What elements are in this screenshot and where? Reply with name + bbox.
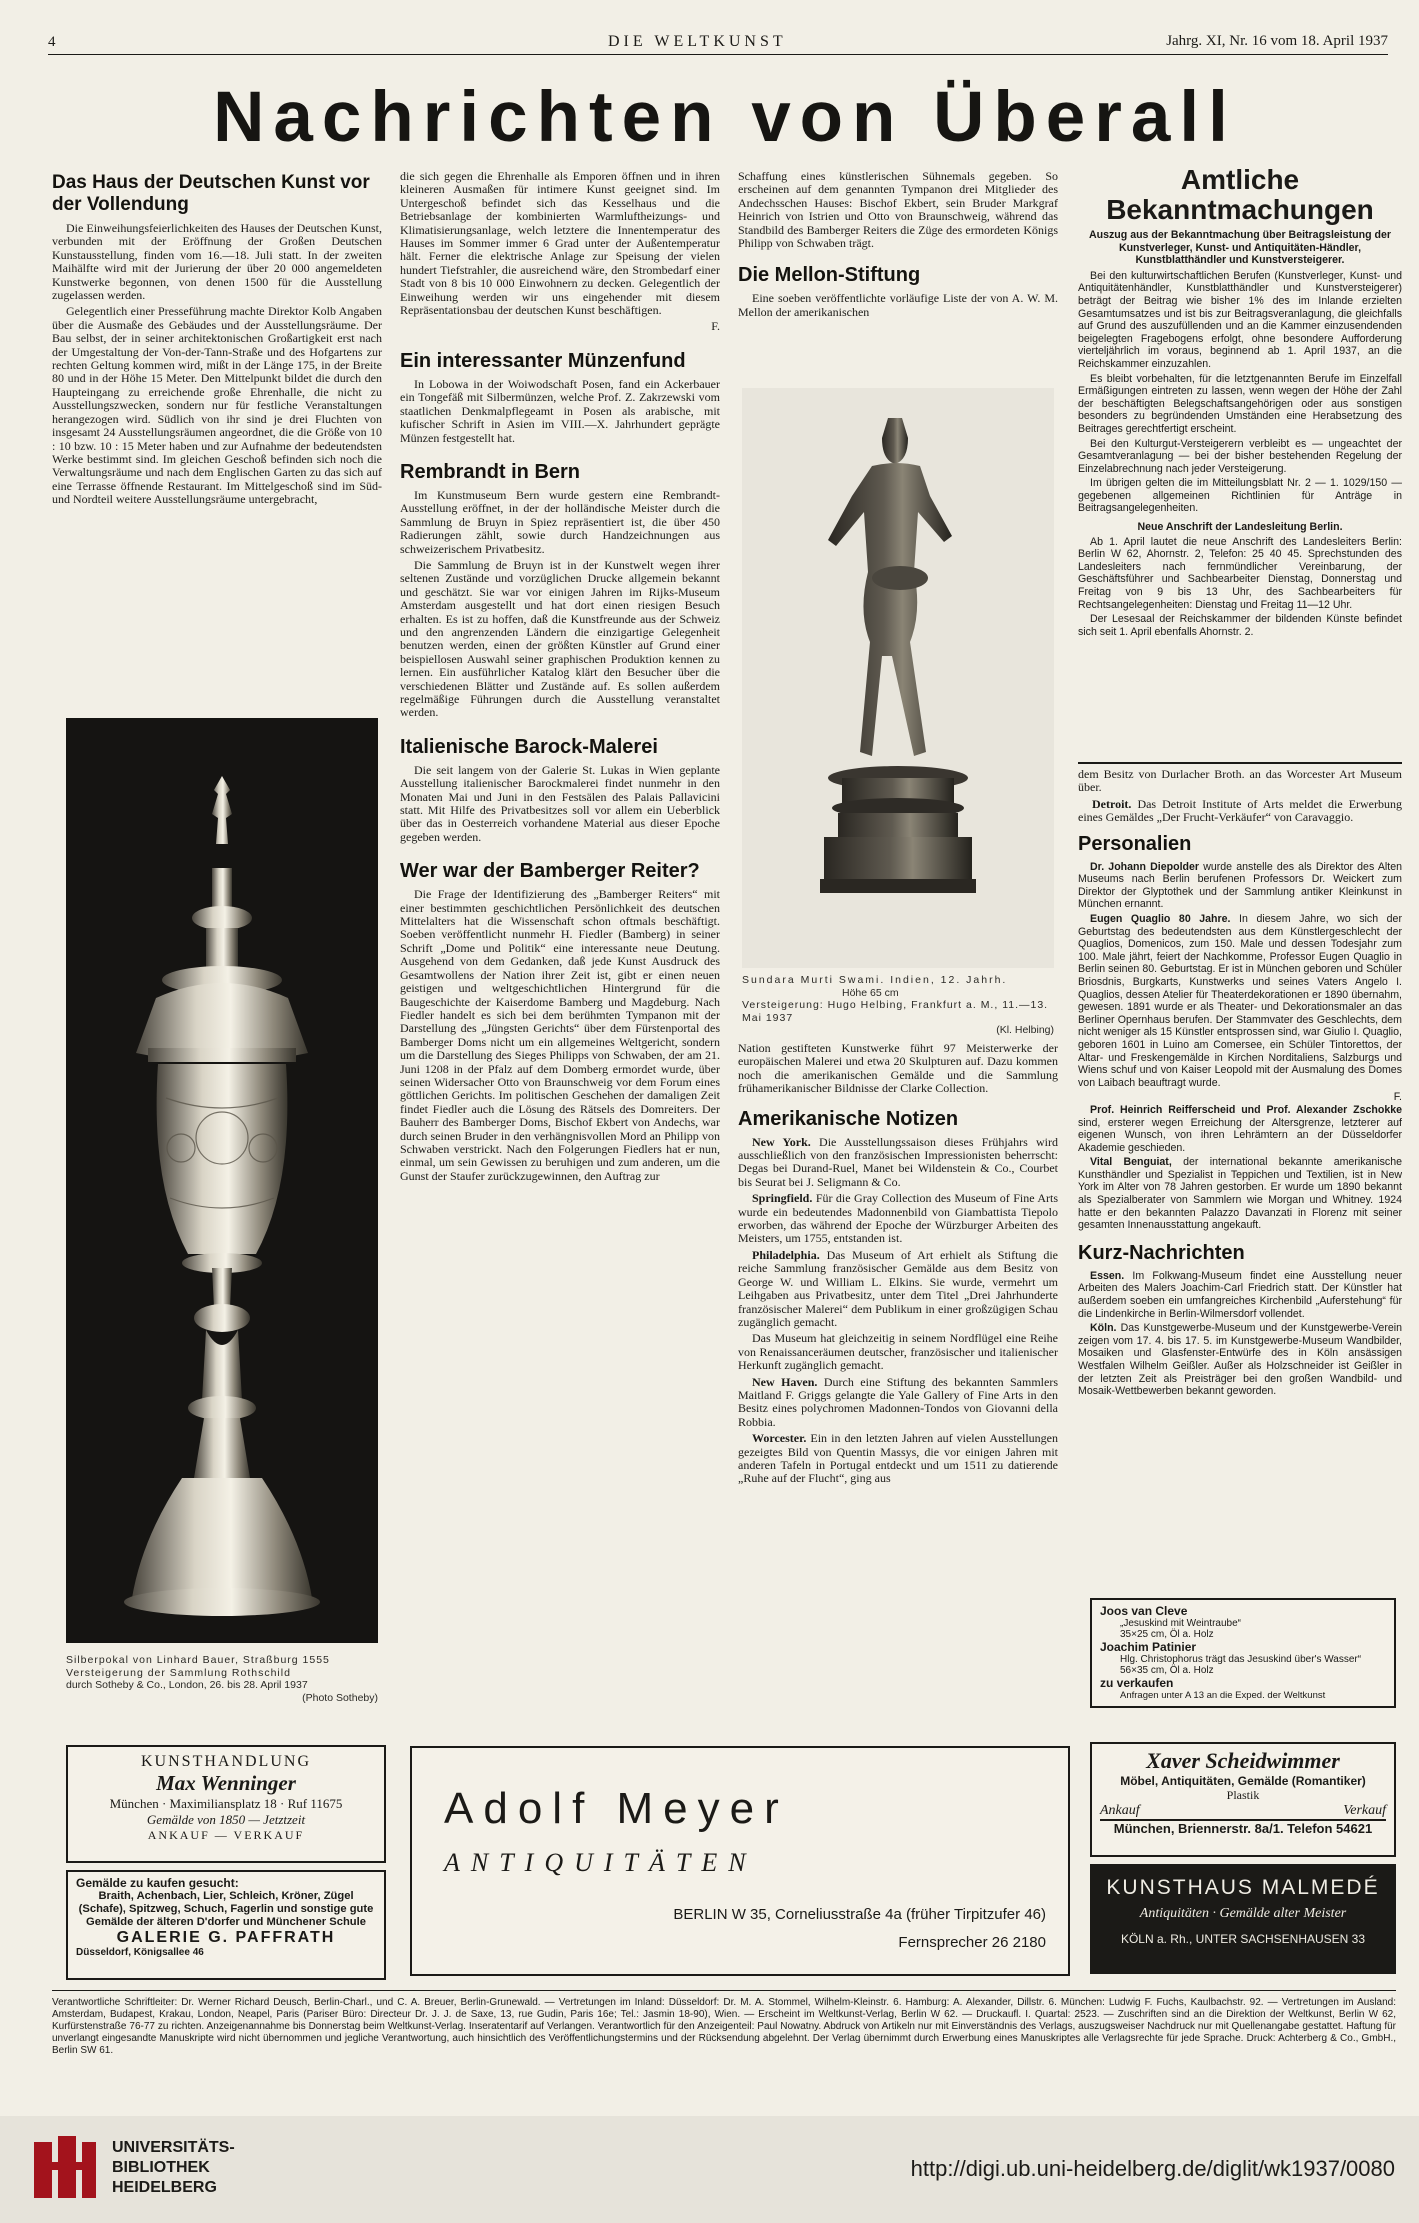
classified-ad-box: Joos van Cleve „Jesuskind mit Weintraube“ 35×25 cm, Öl a. Holz Joachim Patinier Hlg. Christophorus trägt das Jesuskind über's Wasser“ 56×35 cm, Öl a. Holz zu verkaufen Anfragen unter A 13 an die Exped. der Weltkunst xyxy=(1090,1598,1396,1708)
article-paragraph: Gelegentlich einer Presseführung machte Direktor Kolb Angaben über die Ausmaße des Gebäudes und der Ausstellungsräume. Der Bau selbst, der in seiner architektonischen Großartigkeit erst nach der Umgestaltung der Von-der-Tann-Straße und des Hofgartens zur rechten Geltung kommen wird, mißt in der Länge 175, in der Breite 80 und in der Höhe 15 Meter. Den Mittelpunkt bildet die durch den Haupteingang zu erreichende große Ehrenhalle, die nicht zu Ausstellungszwecken, sondern nur für festliche Veranstaltungen herangezogen wird. Südlich von ihr sind je drei Fluchten von insgesamt 24 Ausstellungsräumen angeordnet, die die Größe von 10 : 10 bzw. 10 : 15 Meter haben und zur Aufnahme der bedeutendsten Werke bestimmt sind. Im gleichen Geschoß befinden sich noch die Verwaltungsräume und nach dem Englischen Garten zu das sich auf eine Terrasse öffnende Restaurant. Im Mittelgeschoß sind im Süd- und Nordteil weitere Ausstellungsräume untergebracht, xyxy=(52,304,382,507)
column-3 xyxy=(738,170,1058,395)
article-heading: Kurz-Nachrichten xyxy=(1078,1241,1245,1264)
official-heading: Amtliche Bekanntmachungen xyxy=(1106,165,1374,225)
article-paragraph: Philadelphia. Das Museum of Art erhielt als Stiftung die reiche Sammlung französischer Gemälde aus dem Besitz von George W. und William L. Elkins. Sie wurde, vermehrt um Leihgaben aus Privatbesitz, unter dem Titel „Drei Jahrhunderte französischer Malerei“ dem Publikum in einer großzügigen Schau zugänglich gemacht. xyxy=(738,1247,1058,1329)
goblet-caption: Silberpokal von Linhard Bauer, Straßburg 1555 Versteigerung der Sammlung Rothschild durch Sotheby & Co., London, 26. bis 28. April 1937 (Photo Sotheby) xyxy=(66,1654,378,1704)
personal-paragraph: Vital Benguiat, der international bekannte amerikanische Kunsthändler und Spezialist in Teppichen und Textilien, ist in New York im Alter von 78 Jahren gestorben. Er wurde um 1890 bekannt als Spezialberater von Sammlern wie Morgan und Whitney. 1924 hatte er den bekannten Palazzo Davanzati in Florenz mit seiner gesamten Innenausstattung angekauft. xyxy=(1078,1156,1402,1232)
article-paragraph: Nation gestifteten Kunstwerke führt 97 Meisterwerke der europäischen Malerei und etwa 20 Skulpturen auf. Dazu kommen noch die amerikanischen Gemälde und die Sammlung frühamerikanischer Bildnisse der Clarke Collection. xyxy=(738,1042,1058,1096)
ad-malmede: KUNSTHAUS MALMEDÉ Antiquitäten · Gemälde alter Meister KÖLN a. Rh., UNTER SACHSENHAUSEN 33 xyxy=(1090,1864,1396,1974)
running-header xyxy=(48,30,1388,55)
column-3-lower xyxy=(738,1042,1058,1735)
signature: F. xyxy=(1393,1091,1402,1104)
article-heading: Amerikanische Notizen xyxy=(738,1107,959,1130)
article-paragraph: Die Frage der Identifizierung des „Bamberger Reiters“ mit einer bestimmten geschichtlichen Persönlichkeit des deutschen Mittelalters hat die Wissenschaft schon oftmals beschäftigt. Soeben veröffentlicht nunmehr H. Fiedler (Bamberg) in seiner Schrift „Dome und Politik“ eine interessante neue Deutung. Ausgehend von dem Gedanken, daß jede Kunst Ausdruck des Gesamtwollens der Nation ihrer Zeit ist, gibt er einen neuen geistigen und weltgeschichtlichen Hintergrund für die Baugeschichte der Kaiserdome Bamberg und Magdeburg. Nach Fiedler handelt es sich bei dem berühmten Tympanon mit der Darstellung des „Jüngsten Gerichts“ über dem Fürstenportal des Bamberger Doms nicht um ein allgemeines Weltgericht, sondern um die Darstellung des Sieges Philipps von Schwaben, der am 21. Juni 1208 in der Pfalz auf dem Domberg ermordet wurde, über seinen Widersacher Otto von Braunschweig vor dem Forum eines göttlichen Gerichts. Im politischen Geschehen der damaligen Zeit findet Fiedler auch die Lösung des Rätsels des Domreiters. Der Bauherr des Bamberger Doms, Bischof Ekbert von Andechs, war durch seinen Bruder in den verhängnisvollen Mord an Philipp von Schwaben verstrickt. Nach den Folgerungen Fiedlers hat er nun, einmal, um sein Gewissen zu beruhigen und zum anderen, um die Gunst der Staufer zurückzugewinnen, den Auftrag zur xyxy=(400,887,720,1183)
article-paragraph: Die Sammlung de Bruyn ist in der Kunstwelt wegen ihrer seltenen Zustände und vorzüglichen Drucke allgemein bekannt und geschätzt. Sie war vor einigen Jahren im Rijks-Museum Amsterdam ausgestellt und hat dort einen riesigen Besuch erhalten. Es ist zu hoffen, daß die Kunstfreunde aus der Schweiz und den angrenzenden Ländern die einzigartige Gelegenheit benutzen werden, einen der größten Künstler auf Grund einer beispiellosen Auswahl seiner graphischen Produktion kennen zu lernen. Ein ausführlicher Katalog klärt den Besucher über die verschiedenen Blätter und Zustände auf. Es sollen außerdem regelmäßige Führungen durch die Ausstellung veranstaltet werden. xyxy=(400,557,720,720)
heidelberg-logo xyxy=(30,2132,100,2206)
personal-paragraph: Prof. Heinrich Reifferscheid und Prof. Alexander Zschokke sind, ersterer wegen Erreichung der Altersgrenze, letzterer auf eigenen Wunsch, von ihren Lehrämtern an der Düsseldorfer Akademie geschieden. xyxy=(1078,1103,1402,1154)
article-paragraph: die sich gegen die Ehrenhalle als Emporen öffnen und in ihren kleineren Ausmaßen für intimere Kunst geeignet sind. Im Untergeschoß befindet sich das Kesselhaus und die Betriebsanlage der kombinierten Warmluftheizungs- und Klimatisierungsanlage, welch letztere die Innentemperatur des Hauses im Sommer immer 6 Grad unter der Außentemperatur hält. Ferner die elektrische Anlage zur Speisung der vielen hundert Tiefstrahler, die ausreichend wäre, den Strombedarf einer Stadt von 8 bis 10 000 Einwohnern zu decken. Gelegentlich der Einweihung werden wir uns eingehender mit diesem Repräsentationsbau der deutschen Kunst beschäftigen. xyxy=(400,170,720,318)
article-heading: Die Mellon-Stiftung xyxy=(738,264,921,287)
column-1 xyxy=(52,170,382,715)
article-paragraph: Worcester. Ein in den letzten Jahren auf vielen Ausstellungen gezeigtes Bild von Quentin Massys, die vor einigen Jahren mit anderen Tafeln in Portugal entdeckt und um 1511 zu datierende „Ruhe auf der Flucht“, ging aus xyxy=(738,1431,1058,1486)
issue-info: Jahrg. XI, Nr. 16 vom 18. April 1937 xyxy=(1166,33,1388,49)
page-number: 4 xyxy=(48,34,56,50)
article-heading: Italienische Barock-Malerei xyxy=(400,735,658,758)
official-paragraph: Der Lesesaal der Reichskammer der bildenden Künste befindet sich seit 1. April ebenfalls Ahornstr. 2. xyxy=(1078,613,1402,638)
article-paragraph: New York. Die Ausstellungssaison dieses Frühjahrs wird ausschließlich von den französischen Impressionisten beherrscht: Degas bei Durand-Ruel, Manet bei Wildenstein & Co., Courbet bis Seurat bei J. Seligmann & Co. xyxy=(738,1134,1058,1189)
official-paragraph: Im übrigen gelten die im Mitteilungsblatt Nr. 2 — 1. 1029/150 — gegebenen allgemeinen Richtlinien für Anträge in Beitragsangelegenheiten. xyxy=(1078,477,1402,515)
masthead: DIE WELTKUNST xyxy=(608,33,787,50)
library-name: UNIVERSITÄTS- BIBLIOTHEK HEIDELBERG xyxy=(112,2139,235,2196)
official-paragraph: Bei den kulturwirtschaftlichen Berufen (Kunstverleger, Kunst- und Antiquitätenhändler, Kunstblatthändler und Kunstversteigerer) beträgt der Beitrag wie bisher 1% des im Inlande erzielten Gesamtumsatzes und ist bis zur Beitragsveranlagung, die gleichfalls auf Grund des auszufüllenden und an die Kammer einzusendenden beigelegten Fragebogens erfolgt, ohne besondere Aufforderung vierteljährlich im voraus, beginnend ab 1. April 1937, an die Reichskammer einzuzahlen. xyxy=(1078,269,1402,370)
personal-paragraph: Eugen Quaglio 80 Jahre. In diesem Jahre, wo sich der Geburtstag des bedeutendsten aus dem Künstlergeschlecht der Quaglios, Domenicos, zum 150. Male und dessen Todesjahr zum 100. Male jährt, feiert der Nachkomme, Professor Eugen Quaglio in Berlin seinen 80. Geburtstag. Er ist in München geboren und Schüler Briosdnis, Burgkarts, Kunstwerks und seines Vaters Angelo I. Quaglios, dessen Atelier für Theaterdekorationen er 1890 übernahm, gewesen. 1891 wurde er als Theater- und Dekorationsmaler an das Berliner Opernhaus berufen. Der Stammvater des Geschlechts, dem nicht weniger als 15 Künstler entsprossen sind, war Giulio I. Quaglio, geboren 1601 in Luino am Comersee, ein Schüler Tintorettos, der Altar- und Freskengemälde in Kirchen Norditaliens, Salzburgs und Wiens schuf und von Kaiser Leopold mit der Ausmalung des Domes von Laibach beauftragt wurde. xyxy=(1078,913,1402,1089)
official-paragraph: Bei den Kulturgut-Versteigerern verbleibt es — ungeachtet der Gesamtveranlagung — bei der bisher bestehenden Regelung der Einzelabrechnung nach jeder Versteigerung. xyxy=(1078,437,1402,475)
news-paragraph: Köln. Das Kunstgewerbe-Museum und der Kunstgewerbe-Verein zeigen vom 17. 4. bis 17. 5. im Kunstgewerbe-Museum Wandbilder, Mosaiken und Glasfenster-Entwürfe des in Köln ansässigen Westfalen Wilhelm Geißler. Außer als Holzschneider ist Geißler in der letzten Zeit als Preisträger bei den großen Wandbild- und Mosaik-Wettbewerben bekannt geworden. xyxy=(1078,1322,1402,1398)
article-heading: Personalien xyxy=(1078,832,1192,855)
article-paragraph: dem Besitz von Durlacher Broth. an das Worcester Art Museum über. xyxy=(1078,768,1402,795)
article-paragraph: In Lobowa in der Woiwodschaft Posen, fand ein Ackerbauer ein Tongefäß mit Silbermünzen, welche Prof. Z. Zakrzewski vom staatlichen Denkmalpflegeamt in Posen als arabische, mit kufischer Schrift in Asien im VIII.—X. Jahrhundert geprägte Münzen festgestellt hat. xyxy=(400,376,720,445)
article-heading: Ein interessanter Münzenfund xyxy=(400,349,686,372)
article-paragraph: Springfield. Für die Gray Collection des Museum of Fine Arts wurde ein bedeutendes Madonnenbild von Giambattista Tiepolo erworben, das während der Epoche der Würzburger Arbeiten des Meisters, um 1755, entstanden ist. xyxy=(738,1191,1058,1246)
news-paragraph: Essen. Im Folkwang-Museum findet eine Ausstellung neuer Arbeiten des Malers Joachim-Carl Friedrich statt. Der Künstler hat außerdem soeben ein umfangreiches Kirchenbild „Auferstehung“ für die Lindenkirche in Berlin-Wilmersdorf vollendet. xyxy=(1078,1269,1402,1320)
official-subheading: Auszug aus der Bekanntmachung über Beitragsleistung der Kunstverleger, Kunst- und Antiquitäten-Händler, Kunstblatthändler und Kunstversteigerer. xyxy=(1089,229,1391,267)
article-paragraph: Schaffung eines künstlerischen Sühnemals gegeben. So erscheinen auf dem genannten Tympanon drei Mitglieder des Andechsschen Hauses: Bischof Ekbert, sein Bruder Markgraf Heinrich von Istrien und Otto von Braunschweig, während das Standbild des Bamberger Reiters die Züge des ermordeten Königs Philipp von Schwaben trägt. xyxy=(738,170,1058,251)
signature: F. xyxy=(711,319,720,334)
personal-paragraph: Dr. Johann Diepolder wurde anstelle des als Direktor des Alten Museums nach Berlin berufenen Professors Dr. Weickert zum Direktor der Glyptothek und der Sammlung antiker Kleinkunst in München ernannt. xyxy=(1078,860,1402,911)
article-paragraph: Die seit langem von der Galerie St. Lukas in Wien geplante Ausstellung italienischer Barockmalerei findet nunmehr in den Monaten Mai und Juni in den Festsälen des Palais Pallavicini statt. Mit Hilfe des Privatbesitzes soll vor allem ein Ueberblick über das in Oesterreich vorhandene Material aus dieser Epoche gegeben werden. xyxy=(400,762,720,844)
column-divider xyxy=(1078,762,1402,764)
article-paragraph: Das Museum hat gleichzeitig in seinem Nordflügel eine Reihe von Renaissanceräumen deutscher, französischer und italienischer Herkunft zugänglich gemacht. xyxy=(738,1331,1058,1373)
article-paragraph: Im Kunstmuseum Bern wurde gestern eine Rembrandt-Ausstellung eröffnet, in der der holländische Meister durch die Sammlung de Bruyn in Spiez repräsentiert ist, die über 450 Radierungen zählt, sowie durch Handzeichnungen aus schweizerischem Privatbesitz. xyxy=(400,487,720,556)
ad-adolf-meyer: Adolf Meyer ANTIQUITÄTEN BERLIN W 35, Corneliusstraße 4a (früher Tirpitzufer 46) Fernsprecher 26 2180 xyxy=(410,1746,1070,1976)
article-heading: Das Haus der Deutschen Kunst vor der Vollendung xyxy=(52,172,370,215)
ad-artist-name: Joos van Cleve xyxy=(1100,1604,1188,1618)
goblet-photo xyxy=(66,718,378,1643)
library-bar xyxy=(0,2116,1419,2223)
imprint-footer: Verantwortliche Schriftleiter: Dr. Werner Richard Deusch, Berlin-Charl., und C. A. Breuer, Berlin-Grunewald. — Vertretungen im Inland: Düsseldorf: Dr. M. A. Stommel, Wilhelm-Kleinstr. 6. Hamburg: A. Alexander, Dillstr. 6. München: Ludwig F. Fuchs, Kaulbachstr. 92. — Vertretungen im Ausland: Amsterdam, Budapest, Krakau, London, Neapel, Paris (Pariser Büro: Directeur Dr. J. J. de Saxe, 13, rue Gudin, Paris 16e; Tel.: Jasmin 18-90), Wien. — Erscheint im Weltkunst-Verlag, Berlin W 62. — Druckaufl. I. Quartal: 2523. — Zuschriften sind an die Direktion der Weltkunst, Berlin W 62, Kurfürstenstraße 76-77 zu richten. Anzeigenannahme bis Donnerstag beim Weltkunst-Verlag. Inseratentarif auf Verlangen. Verantwortlich für den Anzeigenteil: Paul Nowatny. Abdruck von Artikeln nur mit Einverständnis des Verlags, auszugsweiser Nachdruck nur mit Quellenangabe gestattet. Haftung für unverlangt eingesandte Manuskripte wird nicht übernommen und jegliche Verantwortung, auch hinsichtlich des Veröffentlichungstermins und der Rücksendung abgelehnt. Der Verlag übernimmt durch Erwerbung eines Manuskriptes alle Verlagsrechte für jede Sprache. Druck: Achterberg & Co., GmbH., Berlin SW 61. xyxy=(52,1990,1396,2057)
article-paragraph: Detroit. Das Detroit Institute of Arts meldet die Erwerbung eines Gemäldes „Der Frucht-Verkäufer“ von Caravaggio. xyxy=(1078,796,1402,825)
article-paragraph: New Haven. Durch eine Stiftung des bekannten Sammlers Maitland F. Griggs gelangte die Yale Gallery of Fine Arts in den Besitz eines polychromen Madonnen-Tondos von Giovanni della Robbia. xyxy=(738,1374,1058,1429)
official-paragraph: Es bleibt vorbehalten, für die letztgenannten Berufe im Einzelfall Ermäßigungen eintreten zu lassen, wenn wegen der Höhe der Zahl der beschäftigten Belegschaftsangehörigen oder aus sonstigen besonders zu begründenden Umständen eine Herabsetzung des Beitrages gerechtfertigt erscheint. xyxy=(1078,372,1402,435)
column-4-official xyxy=(1078,165,1402,757)
article-paragraph: Die Einweihungsfeierlichkeiten des Hauses der Deutschen Kunst, verbunden mit der Eröffnung der Großen Deutschen Kunstausstellung, finden vom 16.—18. Juli statt. In der zweiten Maihälfte wird mit der Jurierung der über 20 000 angemeldeten Kunstwerke begonnen, von denen 1500 für die Ausstellung zugelassen werden. xyxy=(52,221,382,303)
ad-scheidwimmer: Xaver Scheidwimmer Möbel, Antiquitäten, Gemälde (Romantiker) Plastik Ankauf Verkauf München, Briennerstr. 8a/1. Telefon 54621 xyxy=(1090,1742,1396,1857)
ad-paffrath: Gemälde zu kaufen gesucht: Braith, Achenbach, Lier, Schleich, Kröner, Zügel (Schafe), Spitzweg, Schuch, Fagerlin und sonstige gute Gemälde der älteren D'dorfer und Münchener Schule GALERIE G. PAFFRATH Düsseldorf, Königsallee 46 xyxy=(66,1870,386,1980)
ad-wenninger: KUNSTHANDLUNG Max Wenninger München · Maximiliansplatz 18 · Ruf 11675 Gemälde von 1850 — Jetztzeit ANKAUF — VERKAUF xyxy=(66,1745,386,1863)
article-heading: Wer war der Bamberger Reiter? xyxy=(400,860,700,883)
bronze-statue-image xyxy=(742,388,1054,968)
article-heading: Rembrandt in Bern xyxy=(400,460,581,483)
silver-goblet-image xyxy=(66,718,378,1643)
page-title: Nachrichten von Überall xyxy=(213,78,1237,157)
statue-photo xyxy=(742,388,1054,968)
statue-caption: Sundara Murti Swami. Indien, 12. Jahrh. Höhe 65 cm Versteigerung: Hugo Helbing, Frankfurt a. M., 11.—13. Mai 1937 (Kl. Helbing) xyxy=(742,974,1054,1036)
source-url[interactable]: http://digi.ub.uni-heidelberg.de/diglit/wk1937/0080 xyxy=(910,2156,1395,2181)
official-subheading: Neue Anschrift der Landesleitung Berlin. xyxy=(1137,521,1343,534)
column-4-lower xyxy=(1078,768,1402,1578)
official-paragraph: Ab 1. April lautet die neue Anschrift des Landesleiters Berlin: Berlin W 62, Ahornstr. 2, Telefon: 25 40 45. Sprechstunden des Landesleiters nach fernmündlicher Vereinbarung, der Geschäftsführer und Sachbearbeiter Dienstag, Donnerstag und Freitag von 9 bis 13 Uhr, des Sachbearbeiters für Rechtsangelegenheiten: Dienstag und Freitag 11—12 Uhr. xyxy=(1078,535,1402,611)
column-2 xyxy=(400,170,720,1735)
article-paragraph: Eine soeben veröffentlichte vorläufige Liste der von A. W. M. Mellon der amerikanischen xyxy=(738,291,1058,319)
ad-artist-name: Joachim Patinier xyxy=(1100,1640,1197,1654)
